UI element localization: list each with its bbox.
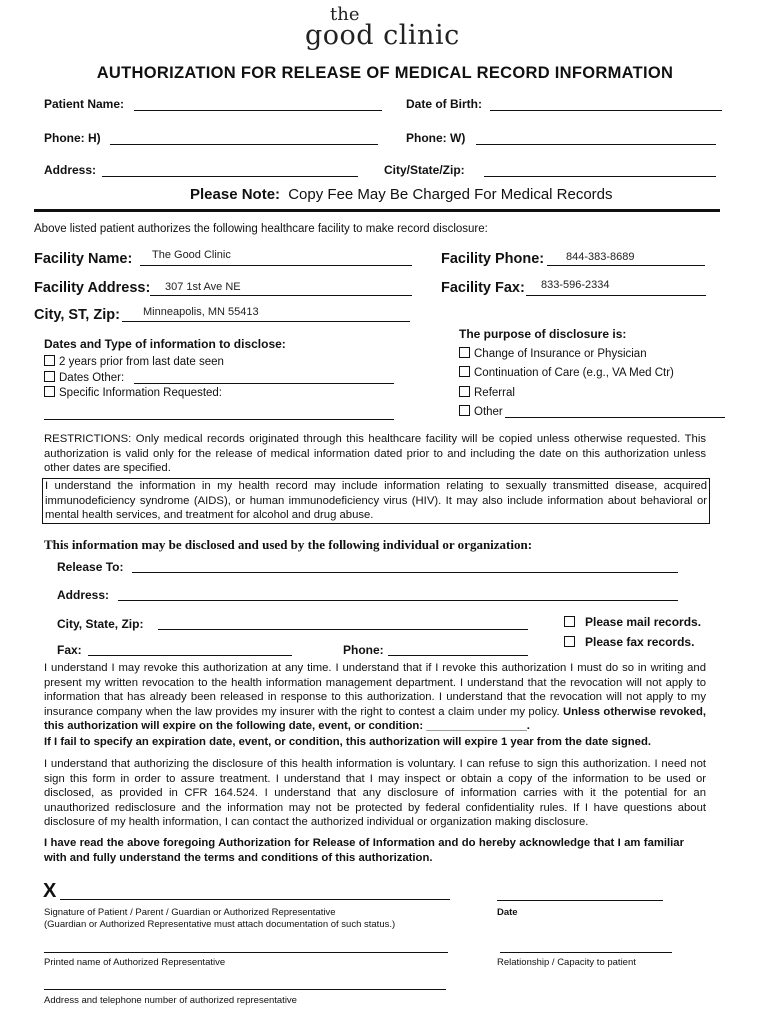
recipient-address-label: Address: [57,588,110,602]
revocation-text: I understand I may revoke this authorization at any time. I understand that if I revoke this authorization I must do so in writing and present my written revocation to the health information management department. I understand that the revocation will not apply to information that has already been released in response to this authorization. I understand that the revocation will not apply to my insurance company when the law provides my insurer with the right to contest a claim under my policy. Unless otherwise revoked, this authorization will expire on the following date, event, or condition: ________________. [44,662,707,733]
facility-city-value: Minneapolis, MN 55413 [143,306,259,318]
phone-home-field[interactable] [110,144,378,145]
printed-name-label: Printed name of Authorized Representative [44,957,226,968]
facility-phone-field[interactable] [547,265,705,266]
phone-home-label: Phone: H) [44,131,101,145]
checkbox-icon[interactable] [44,371,55,382]
relationship-label: Relationship / Capacity to patient [497,957,636,968]
option-specific-info[interactable]: Specific Information Requested: [44,386,222,399]
option-dates-other[interactable]: Dates Other: [44,371,124,384]
patient-name-field[interactable] [134,110,382,111]
recipient-heading: This information may be disclosed and used by the following individual or organization: [44,537,533,552]
patient-name-label: Patient Name: [44,97,125,111]
purpose-continuation-care[interactable]: Continuation of Care (e.g., VA Med Ctr) [459,366,674,379]
authorization-intro: Above listed patient authorizes the following healthcare facility to make record disclosure: [34,223,488,235]
checkbox-icon[interactable] [44,386,55,397]
facility-address-value: 307 1st Ave NE [165,281,241,293]
phone-work-field[interactable] [476,144,716,145]
dob-label: Date of Birth: [406,97,482,111]
address-field[interactable] [102,176,358,177]
checkbox-icon[interactable] [459,386,470,397]
recipient-phone-field[interactable] [388,655,528,656]
signature-note: (Guardian or Authorized Representative must attach documentation of such status.) [44,919,396,930]
facility-address-field[interactable] [150,295,412,296]
option-2-years[interactable]: 2 years prior from last date seen [44,355,224,368]
purpose-referral[interactable]: Referral [459,386,515,399]
recipient-city-field[interactable] [158,629,528,630]
facility-fax-label: Facility Fax: [441,280,525,296]
representative-address-field[interactable] [44,989,446,990]
checkbox-icon[interactable] [459,366,470,377]
printed-name-field[interactable] [44,952,448,953]
release-to-field[interactable] [132,572,678,573]
checkbox-icon[interactable] [564,636,575,647]
signature-field[interactable] [60,899,450,900]
city-state-zip-label: City/State/Zip: [384,163,465,177]
sensitive-info-notice: I understand the information in my health record may include information relating to sexually transmitted disease, acquired immunodeficiency syndrome (AIDS), or human immunodeficiency virus (HIV). It may also include information about behavioral or mental health services, and treatment for alcohol and drug abuse. [42,478,710,524]
purpose-change-insurance[interactable]: Change of Insurance or Physician [459,347,647,360]
dates-type-heading: Dates and Type of information to disclose: [44,337,286,351]
logo-text-good-clinic: good clinic [305,20,460,51]
phone-work-label: Phone: W) [406,131,466,145]
facility-name-field[interactable] [140,265,412,266]
facility-city-field[interactable] [122,321,410,322]
facility-address-label: Facility Address: [34,280,151,296]
recipient-city-label: City, State, Zip: [57,617,144,631]
default-expiration-text: If I fail to specify an expiration date, event, or condition, this authorization will expire 1 year from the date signed. [44,736,652,748]
please-note-text: Copy Fee May Be Charged For Medical Records [288,186,613,203]
logo-text-the: the [330,4,360,25]
voluntary-text: I understand that authorizing the disclosure of this health information is voluntary. I can refuse to sign this authorization. I need not sign this form in order to assure treatment. I understand that I may inspect or obtain a copy of the information to be used or disclosed, as provided in CFR 164.524. I understand that any disclosure of information carries with it the potential for an unauthorized redisclosure and the information may not be protected by federal confidentiality rules. If I have questions about disclosure of my health information, I can contact the authorized individual or organization making disclosure. [44,758,706,829]
specific-info-field[interactable] [44,419,394,420]
checkbox-icon[interactable] [459,347,470,358]
date-label: Date [497,907,518,918]
release-to-label: Release To: [57,560,124,574]
facility-name-label: Facility Name: [34,251,133,267]
fax-records-option[interactable]: Please fax records. [564,635,694,649]
facility-fax-value: 833-596-2334 [541,279,610,291]
checkbox-icon[interactable] [564,616,575,627]
relationship-field[interactable] [500,952,672,953]
facility-city-label: City, ST, Zip: [34,307,120,323]
dob-field[interactable] [490,110,722,111]
expiration-clause: Unless otherwise revoked, this authorization will expire on the following date, event, or condition: ________________. [44,705,707,733]
signature-label: Signature of Patient / Parent / Guardian or Authorized Representative [44,907,336,918]
city-state-zip-field[interactable] [484,176,716,177]
recipient-address-field[interactable] [118,600,678,601]
mail-records-option[interactable]: Please mail records. [564,615,701,629]
address-label: Address: [44,163,97,177]
recipient-fax-field[interactable] [88,655,292,656]
signature-x-mark: X [43,880,57,902]
restrictions-text: RESTRICTIONS: Only medical records originated through this healthcare facility will be copied unless otherwise requested. This authorization is valid only for the release of medical information dated prior to and including the date on this authorization unless other dates are specified. [44,433,706,475]
facility-fax-field[interactable] [526,295,706,296]
please-note [190,186,613,203]
recipient-phone-label: Phone: [343,643,384,657]
form-title: AUTHORIZATION FOR RELEASE OF MEDICAL RECORD INFORMATION [96,64,674,82]
facility-name-value: The Good Clinic [152,249,231,261]
date-field[interactable] [497,900,663,901]
facility-phone-value: 844-383-8689 [566,251,635,263]
facility-phone-label: Facility Phone: [441,251,545,267]
checkbox-icon[interactable] [44,355,55,366]
representative-address-label: Address and telephone number of authorized representative [44,995,297,1006]
purpose-other-field[interactable] [505,417,725,418]
dates-other-field[interactable] [134,383,394,384]
acknowledgement-text: I have read the above foregoing Authorization for Release of Information and do hereby acknowledge that I am familiar with and fully understand the terms and conditions of this authorization. [44,837,684,864]
checkbox-icon[interactable] [459,405,470,416]
recipient-fax-label: Fax: [57,643,82,657]
please-note-label: Please Note: [190,186,281,203]
section-divider [34,209,720,212]
purpose-heading: The purpose of disclosure is: [459,327,627,341]
purpose-other[interactable]: Other [459,405,503,418]
